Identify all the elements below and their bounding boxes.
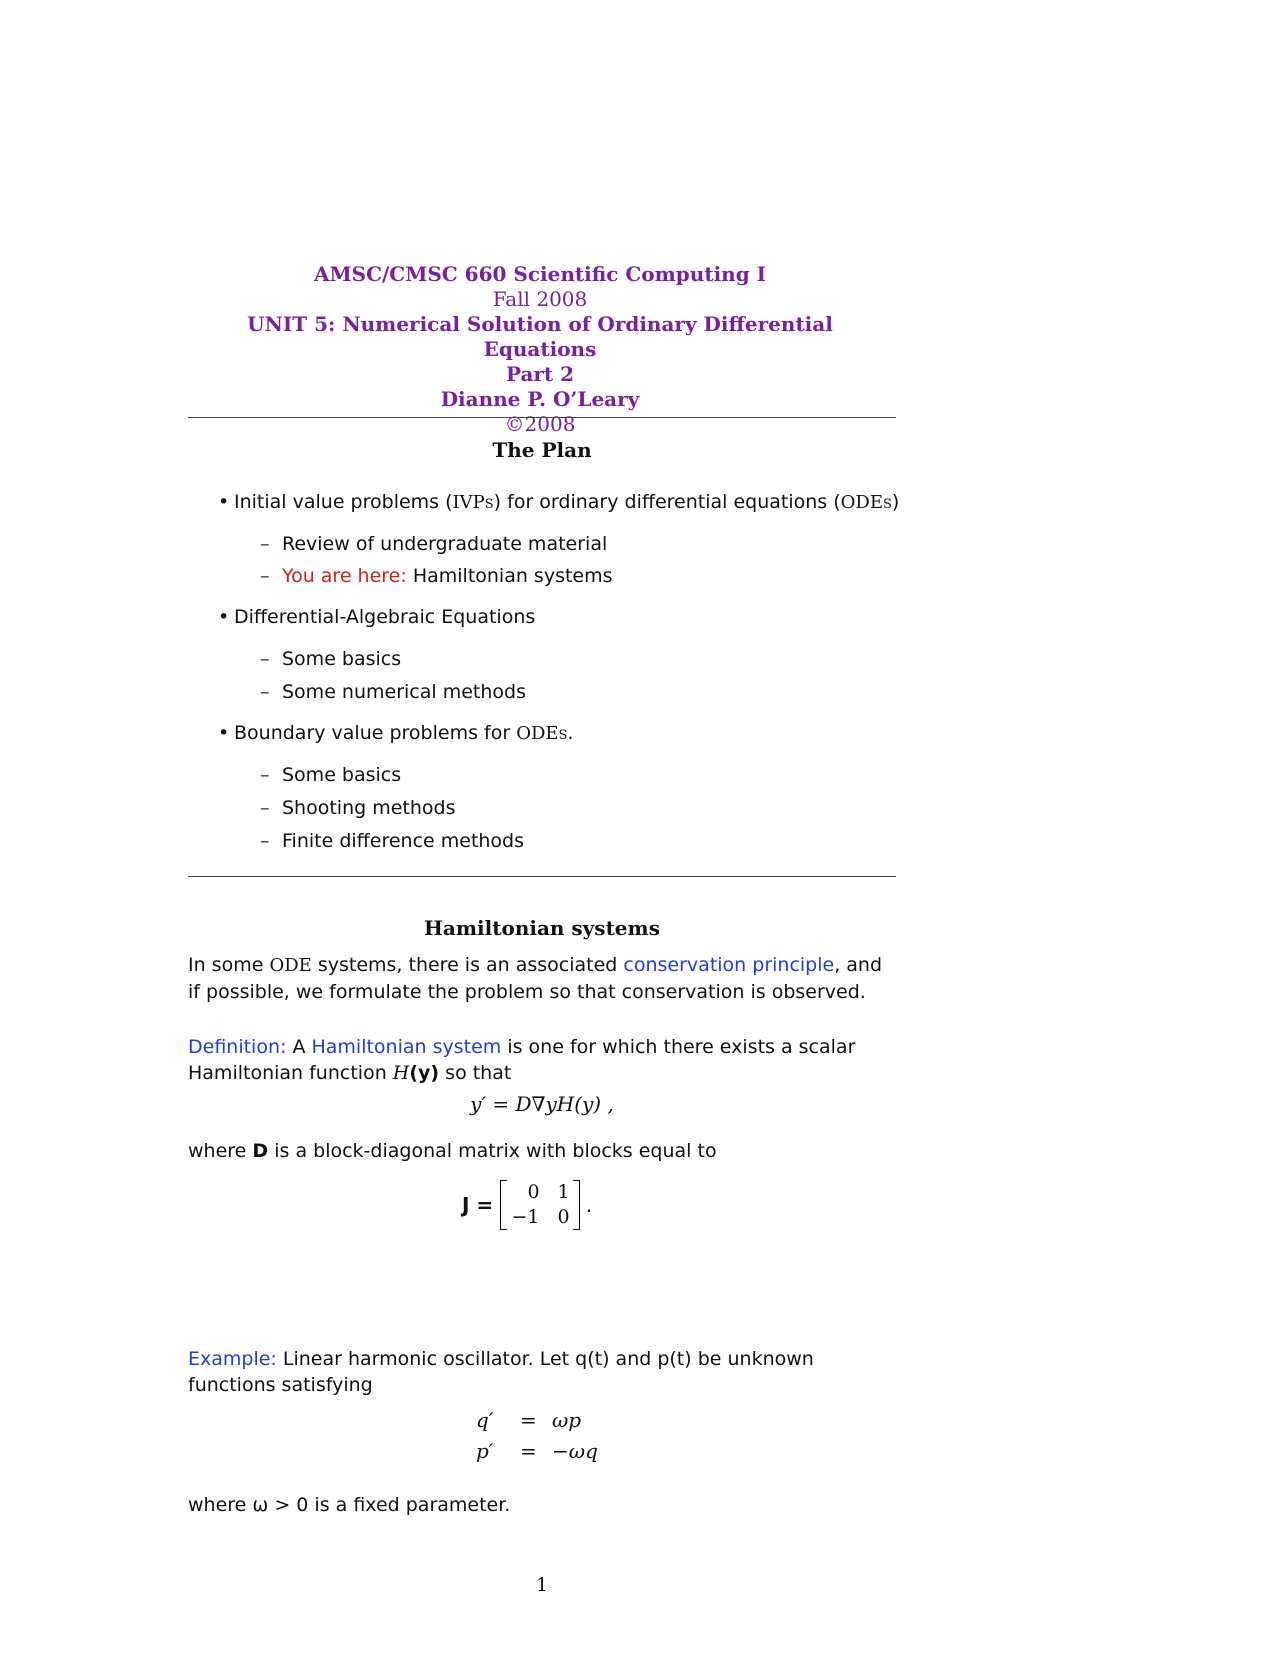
author: Dianne P. O’Leary [440,387,640,411]
conservation-principle-link: conservation principle [623,954,835,976]
parameter-note: where ω > 0 is a fixed parameter. [188,1494,511,1516]
j-matrix-row: −1 0 [511,1206,570,1228]
plan-sub-bvp-basics: – Some basics [260,764,402,786]
definition-paragraph: Definition: A Hamiltonian system is one for which there exists a scalar Hamiltonian function H(y) so that [188,1036,856,1084]
intro-paragraph: In some ODE systems, there is an associated conservation principle, and if possible, we formulate the problem so that conservation is observed. [188,954,883,1003]
example-paragraph: Example: Linear harmonic oscillator. Let q(t) and p(t) be unknown functions satisfying [188,1348,814,1396]
dash-icon: – [260,830,270,852]
left-bracket-icon [500,1180,507,1230]
j-label: J = [462,1193,494,1217]
plan-bullet-dae: • Differential-Algebraic Equations [218,606,536,628]
hamiltonian-system-term: Hamiltonian system [311,1036,502,1058]
plan-bullet-bvp: • Boundary value problems for ODEs. [218,722,574,744]
dash-icon: – [260,565,270,587]
term: Fall 2008 [492,287,588,311]
bullet-dot-icon: • [218,491,230,513]
part-label: Part 2 [505,362,575,386]
where-d-paragraph: where D is a block-diagonal matrix with blocks equal to [188,1140,717,1162]
dash-icon: – [260,764,270,786]
j-matrix [500,1180,580,1230]
title-block [190,262,890,437]
divider-middle [188,876,896,877]
hamiltonian-equation: y′ = D∇yH(y) , [470,1092,614,1116]
plan-sub-hamiltonian: – You are here: Hamiltonian systems [260,565,613,587]
dash-icon: – [260,797,270,819]
bullet-dot-icon: • [218,722,230,744]
plan-sub-shooting: – Shooting methods [260,797,456,819]
right-bracket-icon [573,1180,580,1230]
plan-title: The Plan [492,438,592,462]
eq-rhs: ωp [552,1408,582,1432]
plan-sub-finite-diff: – Finite difference methods [260,830,525,852]
definition-label: Definition: [188,1036,287,1058]
eq-op: = [520,1408,537,1432]
eq-lhs: q′ [476,1408,494,1432]
plan-sub-dae-basics: – Some basics [260,648,402,670]
course-title: AMSC/CMSC 660 Scientific Computing I [313,262,767,286]
unit-title: UNIT 5: Numerical Solution of Ordinary Differential Equations [247,312,833,361]
dash-icon: – [260,648,270,670]
plan-bullet-ivp: • Initial value problems (IVPs) for ordinary differential equations (ODEs) [218,491,900,513]
you-are-here-marker: You are here: [282,565,407,587]
page-number: 1 [535,1574,549,1596]
copyright: ©2008 [504,412,576,436]
plan-sub-review: – Review of undergraduate material [260,533,608,555]
dash-icon: – [260,533,270,555]
j-matrix-equation: J = 0 1 −1 0 . [462,1181,593,1228]
j-matrix-row: 0 1 [527,1181,570,1203]
plan-sub-dae-methods: – Some numerical methods [260,681,526,703]
eq-lhs: p′ [476,1439,494,1463]
divider-top [188,417,896,418]
bullet-dot-icon: • [218,606,230,628]
example-label: Example: [188,1348,277,1370]
hamiltonian-title: Hamiltonian systems [424,916,660,940]
eq-op: = [520,1439,537,1463]
eq-rhs: −ωq [552,1439,598,1463]
dash-icon: – [260,681,270,703]
